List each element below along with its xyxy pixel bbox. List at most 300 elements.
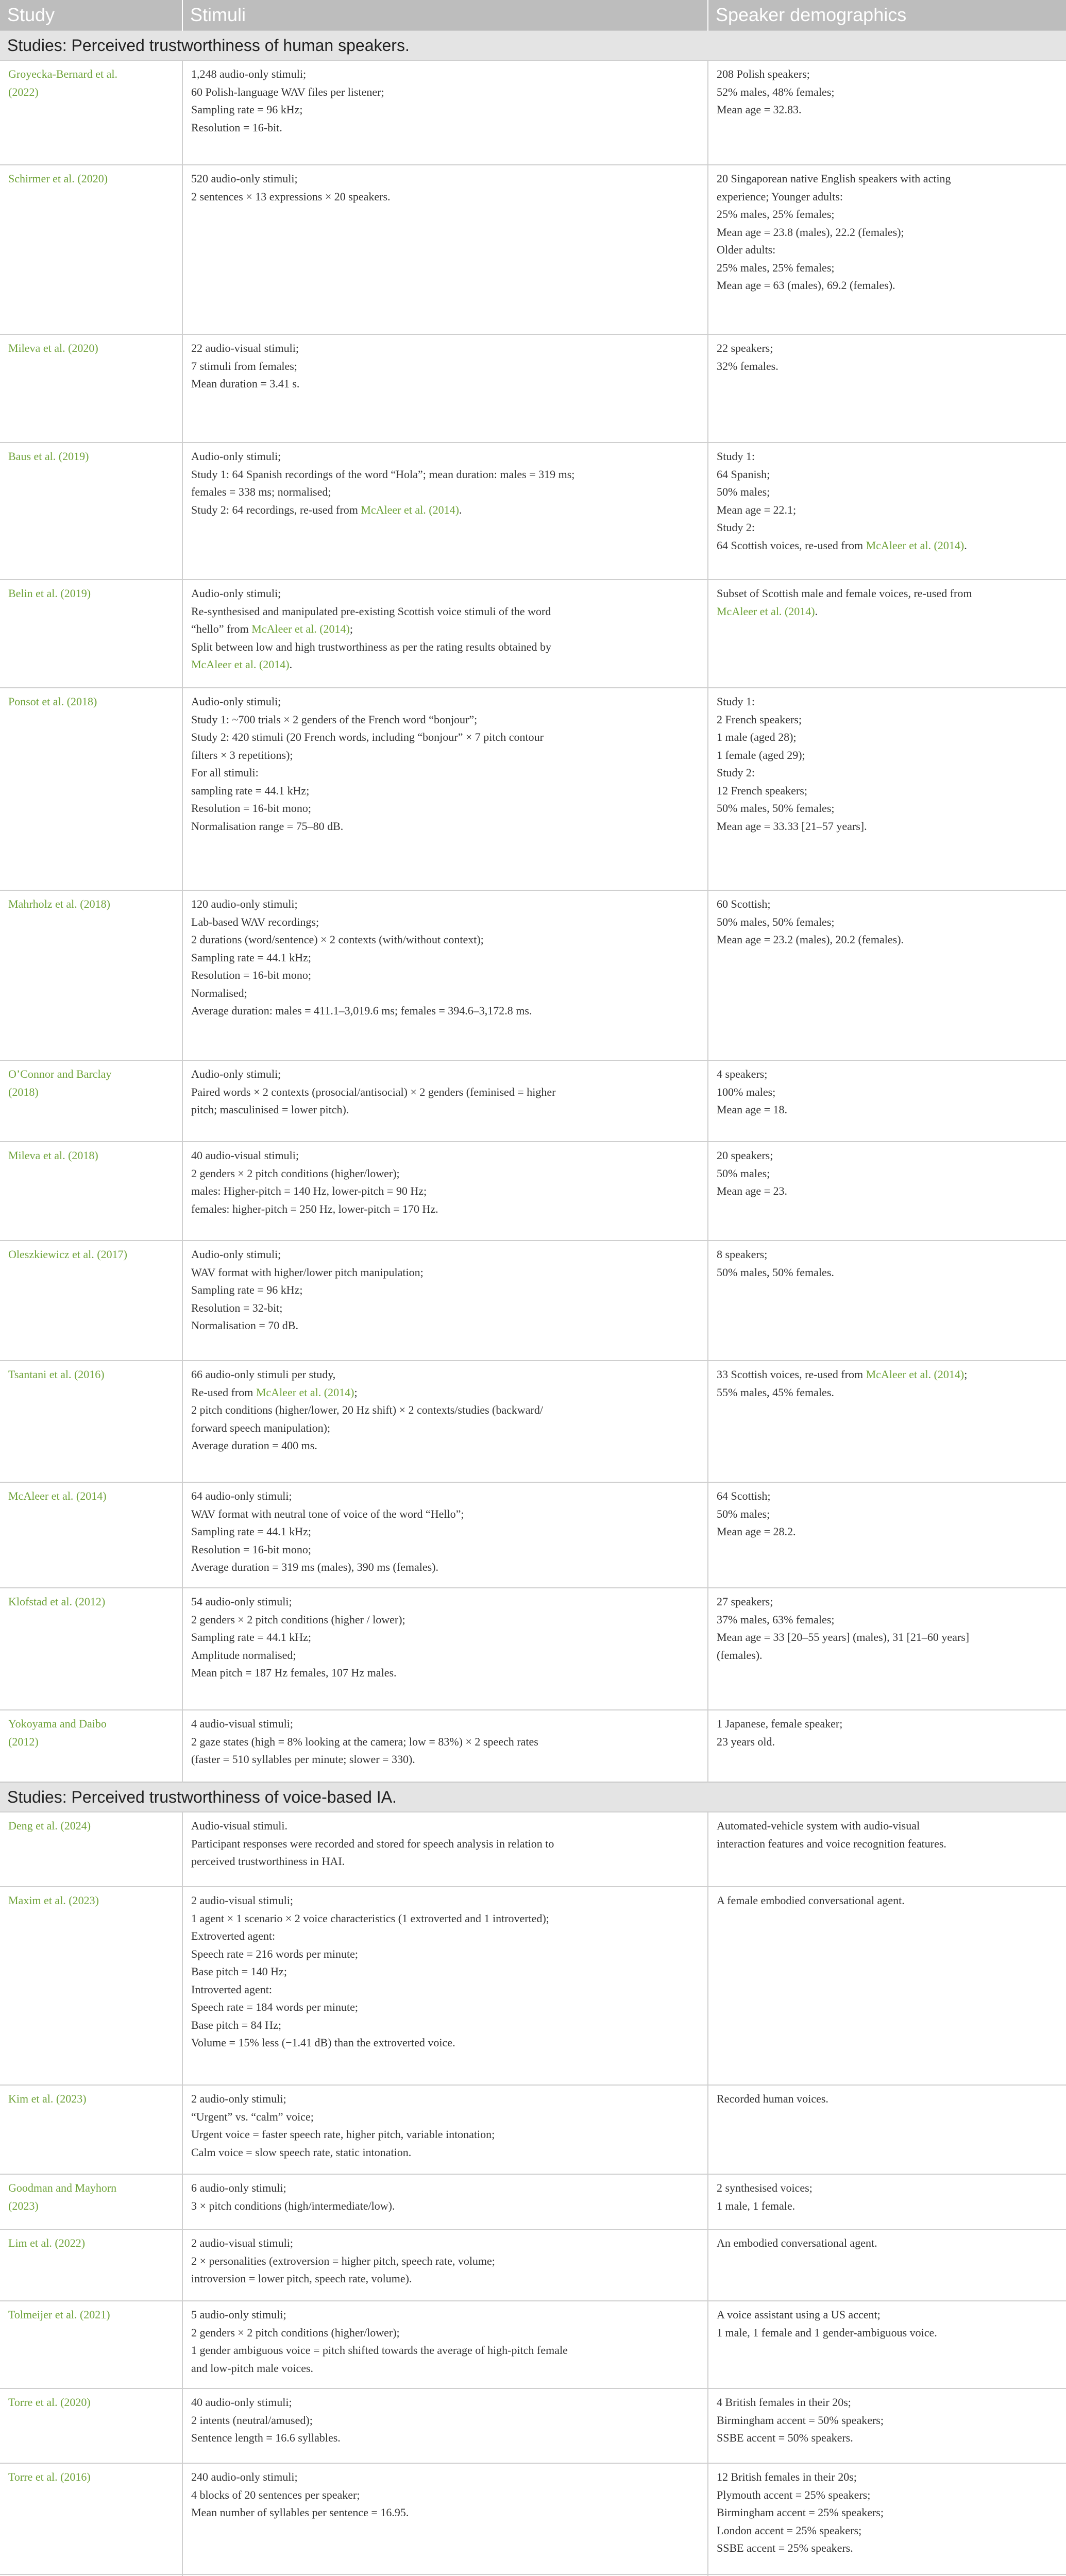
text-line (717, 1647, 1058, 1665)
speaker-demographics-cell (708, 890, 1066, 1060)
text-line (717, 1593, 1058, 1611)
table-row (0, 2388, 1066, 2463)
text-fragment: Normalisation = 70 dB. (191, 1319, 298, 1332)
text-line: Mileva et al. (2018) (8, 1149, 98, 1162)
table-row (0, 688, 1066, 890)
text-fragment: 2 synthesised voices; (717, 2181, 813, 2194)
text-fragment: Introverted agent: (191, 1982, 272, 1996)
citation-link[interactable]: McAleer et al. (2014) (251, 622, 350, 635)
text-line (717, 693, 1058, 711)
text-fragment: introversion = lower pitch, speech rate, volume). (191, 2272, 412, 2285)
text-fragment: 33 Scottish voices, re-used from (717, 1368, 866, 1381)
text-line: (2022) (8, 85, 39, 98)
text-fragment: Plymouth accent = 25% speakers; (717, 2488, 871, 2501)
text-fragment: 54 audio-only stimuli; (191, 1595, 292, 1608)
text-fragment: London accent = 25% speakers; (717, 2523, 862, 2537)
study-citation[interactable] (0, 1142, 182, 1241)
text-line (717, 2090, 1058, 2108)
speaker-demographics-cell (708, 1142, 1066, 1241)
text-line (717, 448, 1058, 466)
text-line (717, 818, 1058, 836)
study-citation[interactable] (0, 1361, 182, 1482)
text-fragment: Birmingham accent = 25% speakers; (717, 2506, 884, 2519)
study-citation[interactable] (0, 443, 182, 580)
text-line (191, 1281, 699, 1299)
stimuli-cell (182, 2229, 708, 2301)
study-citation[interactable] (0, 2388, 182, 2463)
text-fragment: Older adults: (717, 243, 776, 256)
text-line (717, 747, 1058, 765)
study-citation[interactable] (0, 1588, 182, 1710)
text-line (191, 2486, 699, 2504)
speaker-demographics-cell (708, 1812, 1066, 1887)
text-line (191, 83, 699, 101)
text-line (191, 1629, 699, 1647)
study-citation[interactable] (0, 165, 182, 334)
text-line (717, 1366, 1058, 1384)
text-line (191, 693, 699, 711)
stimuli-cell (182, 580, 708, 688)
table-row (0, 1482, 1066, 1588)
text-line (191, 448, 699, 466)
text-fragment: 4 speakers; (717, 1067, 768, 1080)
text-line (717, 913, 1058, 931)
text-fragment: Normalised; (191, 986, 247, 999)
stimuli-cell (182, 334, 708, 443)
text-fragment: Sampling rate = 96 kHz; (191, 103, 303, 116)
text-line (717, 1715, 1058, 1733)
text-line (717, 358, 1058, 376)
study-citation[interactable] (0, 2229, 182, 2301)
text-line (191, 1541, 699, 1559)
text-fragment: . (815, 604, 818, 618)
text-fragment: filters × 3 repetitions); (191, 748, 293, 761)
text-fragment: 40 audio-only stimuli; (191, 2396, 292, 2409)
text-line (717, 1065, 1058, 1083)
text-line (191, 2197, 699, 2215)
text-line (191, 2144, 699, 2162)
text-fragment: 64 Scottish voices, re-used from (717, 538, 866, 552)
text-fragment: 50% males, 50% females. (717, 1265, 834, 1279)
text-fragment: 25% males, 25% females; (717, 208, 835, 221)
text-line (717, 1182, 1058, 1200)
study-citation[interactable] (0, 580, 182, 688)
header-speaker-demographics: Speaker demographics (708, 0, 1066, 30)
text-fragment: For all stimuli: (191, 766, 259, 779)
text-fragment: SSBE accent = 50% speakers. (717, 2431, 853, 2444)
section-header-row (0, 30, 1066, 60)
text-fragment: Paired words × 2 contexts (prosocial/antisocial) × 2 genders (feminised = higher (191, 1085, 556, 1098)
text-fragment: Participant responses were recorded and stored for speech analysis in relation to (191, 1837, 554, 1850)
text-fragment: females = 338 ms; normalised; (191, 485, 331, 498)
text-fragment: Split between low and high trustworthiness as per the rating results obtained by (191, 640, 551, 653)
text-fragment: Study 2: 420 stimuli (20 French words, including “bonjour” × 7 pitch contour (191, 731, 544, 743)
stimuli-cell (182, 2301, 708, 2388)
table-row (0, 2301, 1066, 2388)
text-fragment: Sampling rate = 44.1 kHz; (191, 1631, 311, 1643)
text-fragment: 22 speakers; (717, 342, 773, 354)
stimuli-cell (182, 1482, 708, 1588)
table-row (0, 334, 1066, 443)
speaker-demographics-cell (708, 334, 1066, 443)
text-line (191, 711, 699, 729)
text-line (191, 1487, 699, 1505)
text-line (191, 1963, 699, 1981)
text-fragment: Study 1: 64 Spanish recordings of the word “Hola”; mean duration: males = 319 ms; (191, 467, 575, 481)
text-line (717, 224, 1058, 242)
text-fragment: Mean age = 28.2. (717, 1525, 796, 1538)
text-line (717, 2504, 1058, 2522)
text-line: Tolmeijer et al. (2021) (8, 2308, 110, 2321)
text-line (191, 2394, 699, 2412)
table-row (0, 165, 1066, 334)
text-fragment: 520 audio-only stimuli; (191, 172, 298, 185)
citation-link[interactable]: McAleer et al. (2014) (361, 503, 459, 516)
text-line (191, 2090, 699, 2108)
text-fragment: Recorded human voices. (717, 2092, 828, 2105)
speaker-demographics-cell (708, 1482, 1066, 1588)
text-line: Lim et al. (2022) (8, 2236, 86, 2249)
text-fragment: Resolution = 16-bit mono; (191, 969, 312, 981)
text-line: Klofstad et al. (2012) (8, 1595, 106, 1608)
text-line (717, 2234, 1058, 2252)
text-line (191, 188, 699, 206)
text-line (191, 466, 699, 484)
text-line (717, 83, 1058, 101)
text-fragment: ; (964, 1368, 968, 1381)
text-fragment: interaction features and voice recognition features. (717, 1837, 946, 1850)
study-citation[interactable] (0, 1241, 182, 1361)
text-line (717, 1165, 1058, 1183)
text-fragment: 2 genders × 2 pitch conditions (higher/lower); (191, 2326, 400, 2339)
text-fragment: Subset of Scottish male and female voices, re-used from (717, 587, 972, 600)
text-fragment: Mean age = 23.2 (males), 20.2 (females). (717, 933, 904, 946)
speaker-demographics-cell (708, 2085, 1066, 2174)
text-line (191, 1366, 699, 1384)
text-fragment: Normalisation range = 75–80 dB. (191, 819, 344, 833)
text-fragment: 60 Polish-language WAV files per listener; (191, 85, 384, 98)
text-fragment: 40 audio-visual stimuli; (191, 1149, 299, 1162)
text-line (191, 2252, 699, 2270)
text-fragment: SSBE accent = 25% speakers. (717, 2541, 853, 2554)
text-fragment: A female embodied conversational agent. (717, 1894, 905, 1907)
study-citation[interactable] (0, 1060, 182, 1142)
text-line (717, 782, 1058, 800)
text-fragment: 50% males; (717, 485, 770, 498)
text-line (717, 1487, 1058, 1505)
text-line (191, 1558, 699, 1577)
text-fragment: 50% males; (717, 1507, 770, 1520)
text-fragment: Mean age = 63 (males), 69.2 (females). (717, 279, 895, 292)
table-row (0, 1241, 1066, 1361)
study-citation[interactable] (0, 1710, 182, 1782)
speaker-demographics-cell (708, 2301, 1066, 2388)
text-fragment: 1 agent × 1 scenario × 2 voice characteristics (1 extroverted and 1 introverted); (191, 1911, 549, 1925)
text-fragment: Audio-only stimuli; (191, 587, 281, 600)
table-row (0, 2229, 1066, 2301)
text-line (717, 585, 1058, 603)
text-line (191, 1299, 699, 1317)
text-line: Torre et al. (2016) (8, 2470, 91, 2483)
text-line (191, 2179, 699, 2197)
text-fragment: 2 durations (word/sentence) × 2 contexts (with/without context); (191, 933, 484, 946)
text-line (191, 2468, 699, 2486)
section-title: Studies: Perceived trustworthiness of human speakers. (0, 30, 1066, 60)
stimuli-cell (182, 890, 708, 1060)
text-fragment: Sentence length = 16.6 syllables. (191, 2431, 341, 2444)
text-line: McAleer et al. (2014) (8, 1489, 107, 1502)
text-fragment: Calm voice = slow speech rate, static intonation. (191, 2145, 412, 2159)
text-line: Mileva et al. (2020) (8, 342, 98, 354)
speaker-demographics-cell (708, 580, 1066, 688)
study-citation[interactable] (0, 2174, 182, 2229)
text-line (717, 206, 1058, 224)
text-line: Groyecka-Bernard et al. (8, 67, 117, 80)
stimuli-cell (182, 1710, 708, 1782)
study-citation[interactable] (0, 1812, 182, 1887)
text-line: (2018) (8, 1085, 39, 1098)
text-fragment: Audio-only stimuli; (191, 1067, 281, 1080)
stimuli-cell (182, 1812, 708, 1887)
text-line (191, 101, 699, 119)
text-fragment: WAV format with neutral tone of voice of the word “Hello”; (191, 1507, 464, 1520)
text-line: Torre et al. (2020) (8, 2396, 91, 2409)
citation-link[interactable]: McAleer et al. (2014) (256, 1385, 354, 1399)
text-fragment: 2 audio-visual stimuli; (191, 2236, 293, 2249)
table-row (0, 1887, 1066, 2085)
text-fragment: Mean age = 32.83. (717, 103, 802, 116)
text-fragment: 12 British females in their 20s; (717, 2470, 857, 2483)
text-line (191, 949, 699, 967)
text-fragment: Resolution = 16-bit. (191, 121, 282, 134)
text-fragment: perceived trustworthiness in HAI. (191, 1855, 345, 1868)
study-citation[interactable] (0, 1482, 182, 1588)
text-fragment: WAV format with higher/lower pitch manipulation; (191, 1265, 424, 1279)
text-fragment: Speech rate = 184 words per minute; (191, 2001, 358, 2013)
stimuli-cell (182, 1142, 708, 1241)
text-line (191, 1165, 699, 1183)
text-fragment: forward speech manipulation); (191, 1421, 331, 1434)
stimuli-cell (182, 60, 708, 165)
text-line: Kim et al. (2023) (8, 2092, 87, 2105)
text-fragment: sampling rate = 44.1 kHz; (191, 784, 310, 797)
citation-link[interactable]: McAleer et al. (2014) (866, 1368, 965, 1381)
speaker-demographics-cell (708, 1710, 1066, 1782)
text-fragment: Study 1: (717, 450, 755, 463)
table-row (0, 1710, 1066, 1782)
text-fragment: 55% males, 45% females. (717, 1385, 834, 1399)
text-fragment: 8 speakers; (717, 1248, 768, 1261)
text-line (191, 1419, 699, 1437)
text-line (717, 1147, 1058, 1165)
text-fragment: Mean age = 23. (717, 1184, 788, 1197)
stimuli-cell (182, 165, 708, 334)
text-fragment: Base pitch = 84 Hz; (191, 2018, 281, 2031)
citation-link[interactable]: McAleer et al. (2014) (866, 538, 965, 552)
text-line (717, 277, 1058, 295)
text-line (717, 241, 1058, 259)
table-row (0, 1142, 1066, 1241)
citation-link[interactable]: McAleer et al. (2014) (717, 604, 815, 618)
study-citation[interactable] (0, 2301, 182, 2388)
text-fragment: 1 Japanese, female speaker; (717, 1717, 843, 1730)
text-fragment: 32% females. (717, 359, 779, 372)
text-line: (2012) (8, 1735, 39, 1748)
text-line: (2023) (8, 2199, 39, 2212)
text-line (717, 519, 1058, 537)
text-line (717, 1101, 1058, 1119)
text-fragment: Re-synthesised and manipulated pre-existing Scottish voice stimuli of the word (191, 604, 551, 618)
table-row (0, 2174, 1066, 2229)
text-line (717, 340, 1058, 358)
text-fragment: 27 speakers; (717, 1595, 773, 1608)
text-fragment: 25% males, 25% females; (717, 261, 835, 274)
text-line (191, 501, 699, 519)
text-line (191, 967, 699, 985)
text-line (191, 1892, 699, 1910)
text-fragment: An embodied conversational agent. (717, 2236, 877, 2249)
text-fragment: Mean duration = 3.41 s. (191, 377, 300, 390)
text-fragment: 1 male, 1 female. (717, 2199, 796, 2212)
study-citation[interactable] (0, 60, 182, 165)
text-line (191, 1246, 699, 1264)
text-line: Schirmer et al. (2020) (8, 172, 108, 185)
text-line (717, 2394, 1058, 2412)
text-fragment: 240 audio-only stimuli; (191, 2470, 298, 2483)
text-line (191, 1611, 699, 1629)
text-line (191, 1200, 699, 1218)
text-line (191, 2034, 699, 2052)
text-line (191, 2412, 699, 2430)
text-line (717, 170, 1058, 188)
table-row (0, 2463, 1066, 2574)
text-line (717, 931, 1058, 949)
text-line (191, 2429, 699, 2447)
text-fragment: 2 French speakers; (717, 713, 802, 726)
text-line (191, 1002, 699, 1020)
stimuli-cell (182, 1361, 708, 1482)
text-line: Belin et al. (2019) (8, 587, 91, 600)
text-line (717, 1384, 1058, 1402)
text-fragment: Volume = 15% less (−1.41 dB) than the extroverted voice. (191, 2036, 455, 2049)
text-line (717, 2468, 1058, 2486)
text-line: Baus et al. (2019) (8, 450, 89, 463)
text-line (191, 2126, 699, 2144)
text-fragment: Extroverted agent: (191, 1929, 276, 1942)
citation-link[interactable]: McAleer et al. (2014) (191, 658, 290, 671)
text-fragment: 7 stimuli from females; (191, 359, 297, 372)
text-fragment: Mean age = 18. (717, 1103, 788, 1116)
text-line (191, 747, 699, 765)
text-line (191, 1147, 699, 1165)
text-line (191, 985, 699, 1003)
text-fragment: and low-pitch male voices. (191, 2361, 314, 2375)
study-citation[interactable] (0, 890, 182, 1060)
text-fragment: 2 audio-only stimuli; (191, 2092, 286, 2105)
text-fragment: 64 audio-only stimuli; (191, 1489, 292, 1502)
text-fragment: pitch; masculinised = lower pitch). (191, 1103, 349, 1116)
text-line (717, 800, 1058, 818)
speaker-demographics-cell (708, 2229, 1066, 2301)
text-fragment: Resolution = 16-bit mono; (191, 802, 312, 815)
text-fragment: 1 male, 1 female and 1 gender-ambiguous voice. (717, 2326, 937, 2339)
text-line (191, 2234, 699, 2252)
study-citation[interactable] (0, 688, 182, 890)
text-fragment: Audio-only stimuli; (191, 1248, 281, 1261)
text-line (717, 2486, 1058, 2504)
table-row (0, 443, 1066, 580)
text-fragment: Study 2: (717, 766, 755, 779)
text-fragment: ; (354, 1385, 358, 1399)
text-fragment: 2 genders × 2 pitch conditions (higher / lower); (191, 1613, 405, 1626)
text-fragment: 1 gender ambiguous voice = pitch shifted towards the average of high-pitch female (191, 2344, 568, 2357)
text-fragment: A voice assistant using a US accent; (717, 2308, 881, 2321)
text-line (717, 2412, 1058, 2430)
speaker-demographics-cell (708, 1060, 1066, 1142)
speaker-demographics-cell (708, 688, 1066, 890)
text-line (191, 1751, 699, 1769)
text-fragment: 4 British females in their 20s; (717, 2396, 851, 2409)
text-fragment: 100% males; (717, 1085, 776, 1098)
stimuli-cell (182, 2085, 708, 2174)
text-line (191, 1437, 699, 1455)
speaker-demographics-cell (708, 165, 1066, 334)
text-fragment: Mean number of syllables per sentence = 16.95. (191, 2506, 409, 2519)
speaker-demographics-cell (708, 1887, 1066, 2085)
section-header-row (0, 1782, 1066, 1812)
text-line (191, 2016, 699, 2035)
text-fragment: Study 2: 64 recordings, re-used from (191, 503, 361, 516)
text-line (191, 728, 699, 747)
text-line (191, 1264, 699, 1282)
speaker-demographics-cell (708, 2388, 1066, 2463)
study-citation[interactable] (0, 1887, 182, 2085)
text-line (717, 1246, 1058, 1264)
text-line (717, 1523, 1058, 1541)
stimuli-cell (182, 2174, 708, 2229)
text-line: Deng et al. (2024) (8, 1819, 91, 1832)
text-fragment: 64 Spanish; (717, 467, 770, 481)
text-line (191, 1317, 699, 1335)
table-row (0, 1812, 1066, 1887)
text-line (191, 119, 699, 137)
text-line (717, 2324, 1058, 2342)
text-line (191, 1523, 699, 1541)
text-line (717, 895, 1058, 913)
text-line (717, 483, 1058, 501)
text-line (717, 2429, 1058, 2447)
text-line (191, 170, 699, 188)
stimuli-cell (182, 443, 708, 580)
text-line (191, 2342, 699, 2360)
text-line (191, 1853, 699, 1871)
text-fragment: Study 1: ~700 trials × 2 genders of the French word “bonjour”; (191, 713, 478, 726)
text-line (717, 101, 1058, 119)
table-row (0, 2085, 1066, 2174)
text-line (191, 764, 699, 782)
text-fragment: females: higher-pitch = 250 Hz, lower-pitch = 170 Hz. (191, 1202, 438, 1215)
text-line (191, 1927, 699, 1945)
study-citation[interactable] (0, 2085, 182, 2174)
study-citation[interactable] (0, 334, 182, 443)
text-line (191, 1664, 699, 1682)
text-line (191, 483, 699, 501)
study-citation[interactable] (0, 2463, 182, 2574)
text-fragment: (females). (717, 1648, 763, 1662)
text-line (191, 1715, 699, 1733)
text-line (191, 1182, 699, 1200)
header-study: Study (0, 0, 182, 30)
